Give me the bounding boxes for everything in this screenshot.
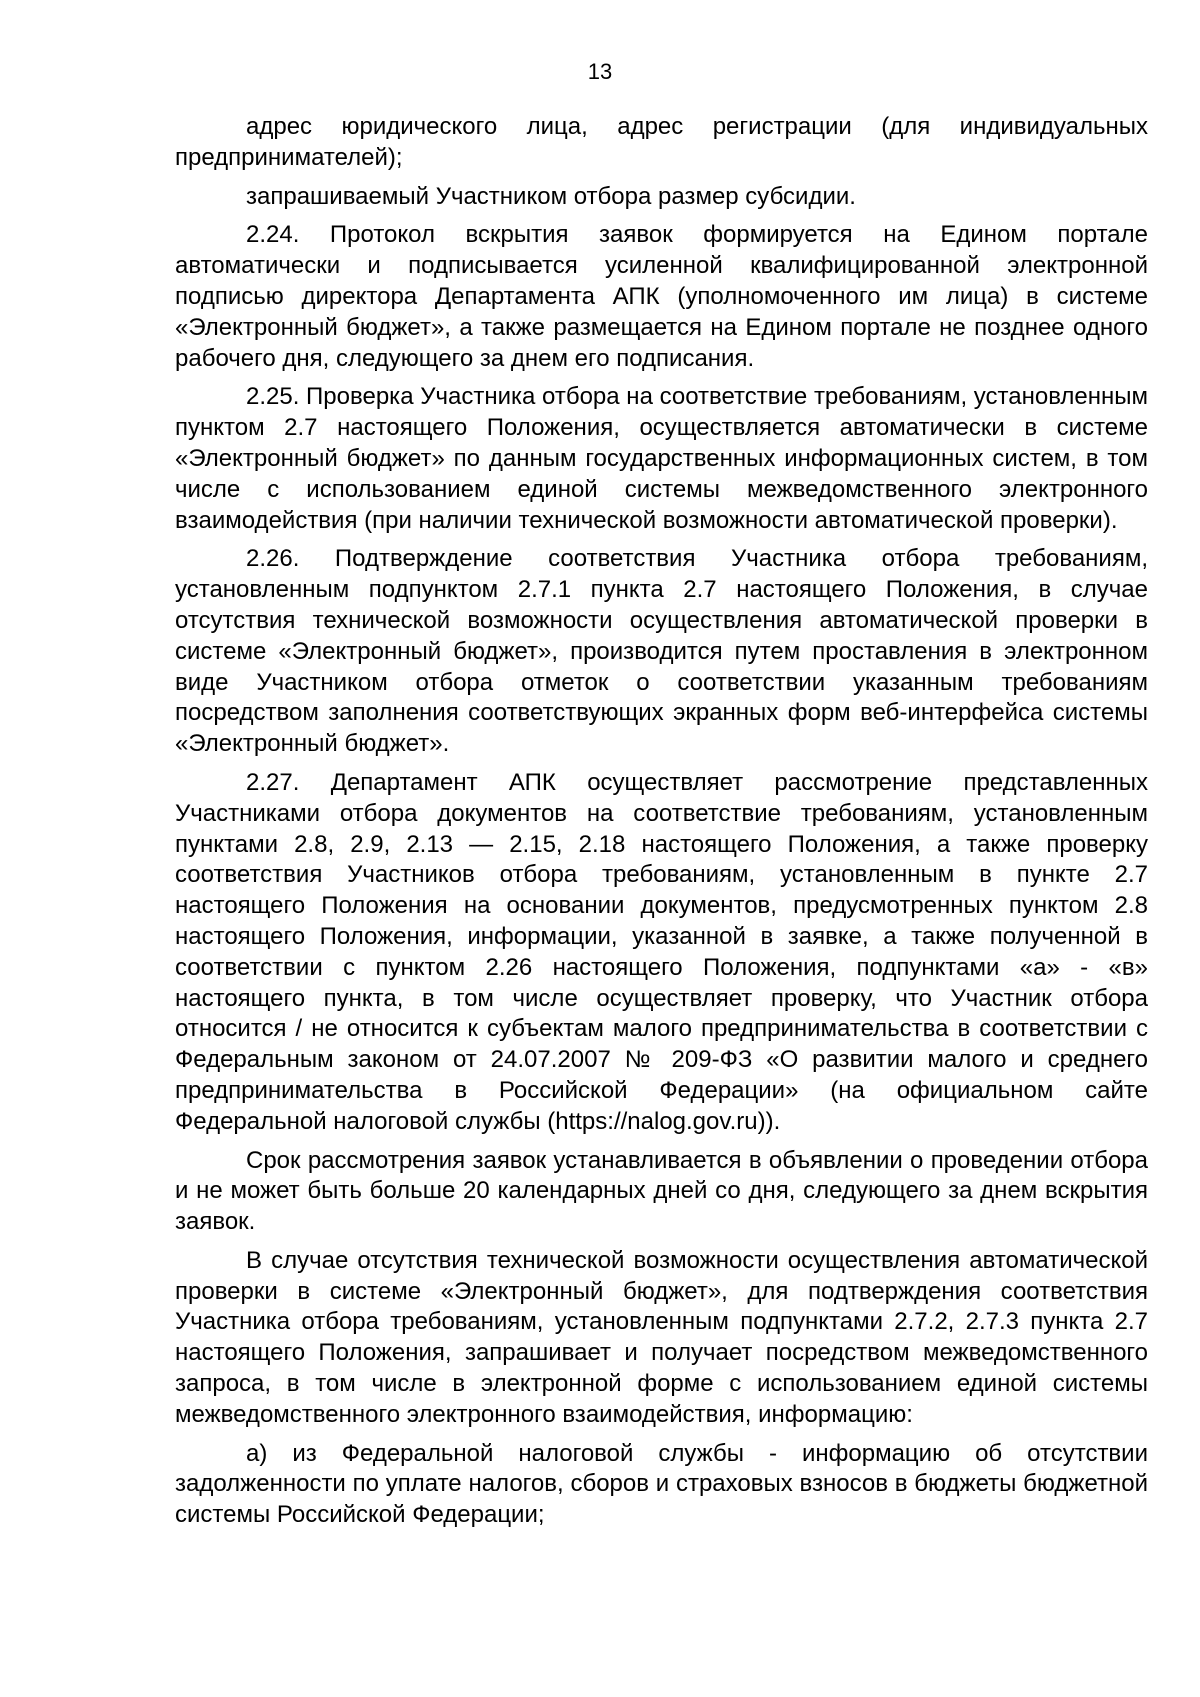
paragraph-2-27: 2.27. Департамент АПК осуществляет рассмотрение представленных Участниками отбора документов на соответствие требованиям, установленным пунктами 2.8, 2.9, 2.13 — 2.15, 2.18 настоящего Положения, а также проверку соответствия Участников отбора требованиям, установленным в пункте 2.7 настоящего Положения на основании документов, предусмотренных пунктом 2.8 настоящего Положения, информации, указанной в заявке, а также полученной в соответствии с пунктом 2.26 настоящего Положения, подпунктами «а» - «в» настоящего пункта, в том числе осуществляет проверку, что Участник отбора относится / не относится к субъектам малого предпринимательства в соответствии с Федеральным законом от 24.07.2007 № 209-ФЗ «О развитии малого и среднего предпринимательства в Российской Федерации» (на официальном сайте Федеральной налоговой службы (https://nalog.gov.ru)). [175, 768, 1148, 1135]
paragraph-address: адрес юридического лица, адрес регистрации (для индивидуальных предпринимателей); [175, 113, 1148, 171]
paragraph-review-period: Срок рассмотрения заявок устанавливается в объявлении о проведении отбора и не может быть больше 20 календарных дней со дня, следующего за днем вскрытия заявок. [175, 1146, 1148, 1236]
paragraph-2-24: 2.24. Протокол вскрытия заявок формируется на Едином портале автоматически и подписывается усиленной квалифицированной электронной подписью директора Департамента АПК (уполномоченного им лица) в системе «Электронный бюджет», а также размещается на Едином портале не позднее одного рабочего дня, следующего за днем его подписания. [175, 221, 1148, 372]
paragraph-subsidy-amount: запрашиваемый Участником отбора размер субсидии. [246, 182, 856, 210]
paragraph-2-25: 2.25. Проверка Участника отбора на соответствие требованиям, установленным пунктом 2.7 настоящего Положения, осуществляется автоматически в системе «Электронный бюджет» по данным государственных информационных систем, в том числе с использованием единой системы межведомственного электронного взаимодействия (при наличии технической возможности автоматической проверки). [175, 383, 1148, 534]
paragraph-interagency-request: В случае отсутствия технической возможности осуществления автоматической проверки в системе «Электронный бюджет», для подтверждения соответствия Участника отбора требованиям, установленным подпунктами 2.7.2, 2.7.3 пункта 2.7 настоящего Положения, запрашивает и получает посредством межведомственного запроса, в том числе в электронной форме с использованием единой системы межведомственного электронного взаимодействия, информацию: [175, 1246, 1148, 1428]
paragraph-2-26: 2.26. Подтверждение соответствия Участника отбора требованиям, установленным подпунктом 2.7.1 пункта 2.7 настоящего Положения, в случае отсутствия технической возможности осуществления автоматической проверки в системе «Электронный бюджет», производится путем проставления в электронном виде Участником отбора отметок о соответствии указанным требованиям посредством заполнения соответствующих экранных форм веб-интерфейса системы «Электронный бюджет». [175, 545, 1148, 758]
paragraph-item-a: а) из Федеральной налоговой службы - информацию об отсутствии задолженности по уплате налогов, сборов и страховых взносов в бюджеты бюджетной системы Российской Федерации; [175, 1439, 1148, 1529]
page-number: 13 [587, 59, 613, 84]
document-body [175, 112, 1148, 1539]
